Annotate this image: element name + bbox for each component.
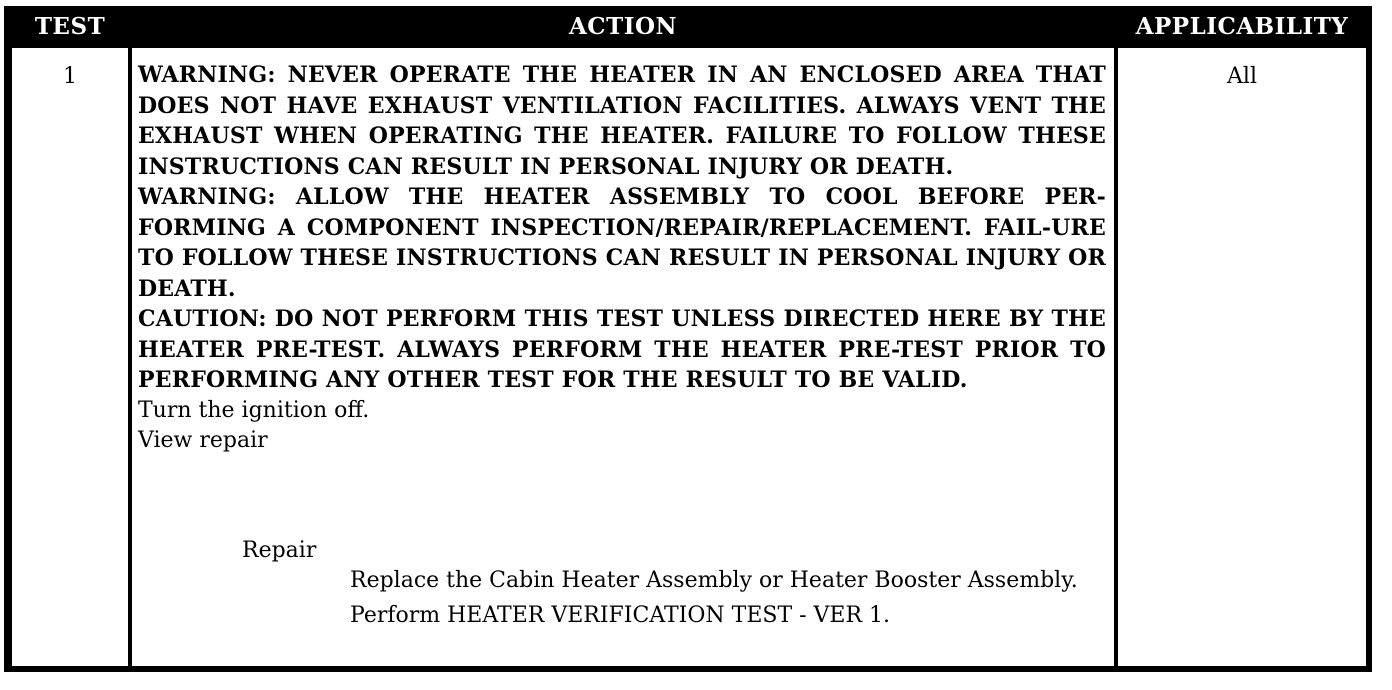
header-applicability: APPLICABILITY	[1135, 13, 1349, 40]
header-test: TEST	[34, 13, 106, 40]
diagnostic-table	[4, 6, 1372, 672]
header-action: ACTION	[568, 13, 678, 40]
repair-instruction-verify: Perform HEATER VERIFICATION TEST - VER 1.	[350, 603, 891, 628]
warning-exhaust: WARNING: NEVER OPERATE THE HEATER IN AN ENCLOSED AREA THAT DOES NOT HAVE EXHAUST VENTILATION FACILITIES. ALWAYS VENT THE EXHAUST WHEN OPERATING THE HEATER. FAILURE TO FOLLOW THESE INSTRUCTIONS CAN RESULT IN PERSONAL INJURY OR DEATH.	[138, 62, 1106, 180]
test-number: 1	[63, 64, 77, 89]
action-cell	[132, 48, 1114, 666]
applicability-cell	[1118, 48, 1366, 666]
step-view-repair: View repair	[138, 428, 268, 453]
applicability-value: All	[1227, 64, 1257, 89]
test-cell	[12, 48, 128, 666]
caution-pretest: CAUTION: DO NOT PERFORM THIS TEST UNLESS DIRECTED HERE BY THE HEATER PRE-TEST. ALWAYS PERFORM THE HEATER PRE-TEST PRIOR TO PERFORMING ANY OTHER TEST FOR THE RESULT TO BE VALID.	[138, 306, 1106, 393]
repair-label: Repair	[242, 538, 317, 563]
repair-instruction-replace: Replace the Cabin Heater Assembly or Heater Booster Assembly.	[350, 568, 1078, 593]
warning-cool: WARNING: ALLOW THE HEATER ASSEMBLY TO COOL BEFORE PER-FORMING A COMPONENT INSPECTION/REPAIR/REPLACEMENT. FAIL-URE TO FOLLOW THESE INSTRUCTIONS CAN RESULT IN PERSONAL INJURY OR DEATH.	[138, 184, 1106, 302]
step-ignition-off: Turn the ignition off.	[138, 397, 370, 423]
action-body	[138, 60, 1106, 457]
